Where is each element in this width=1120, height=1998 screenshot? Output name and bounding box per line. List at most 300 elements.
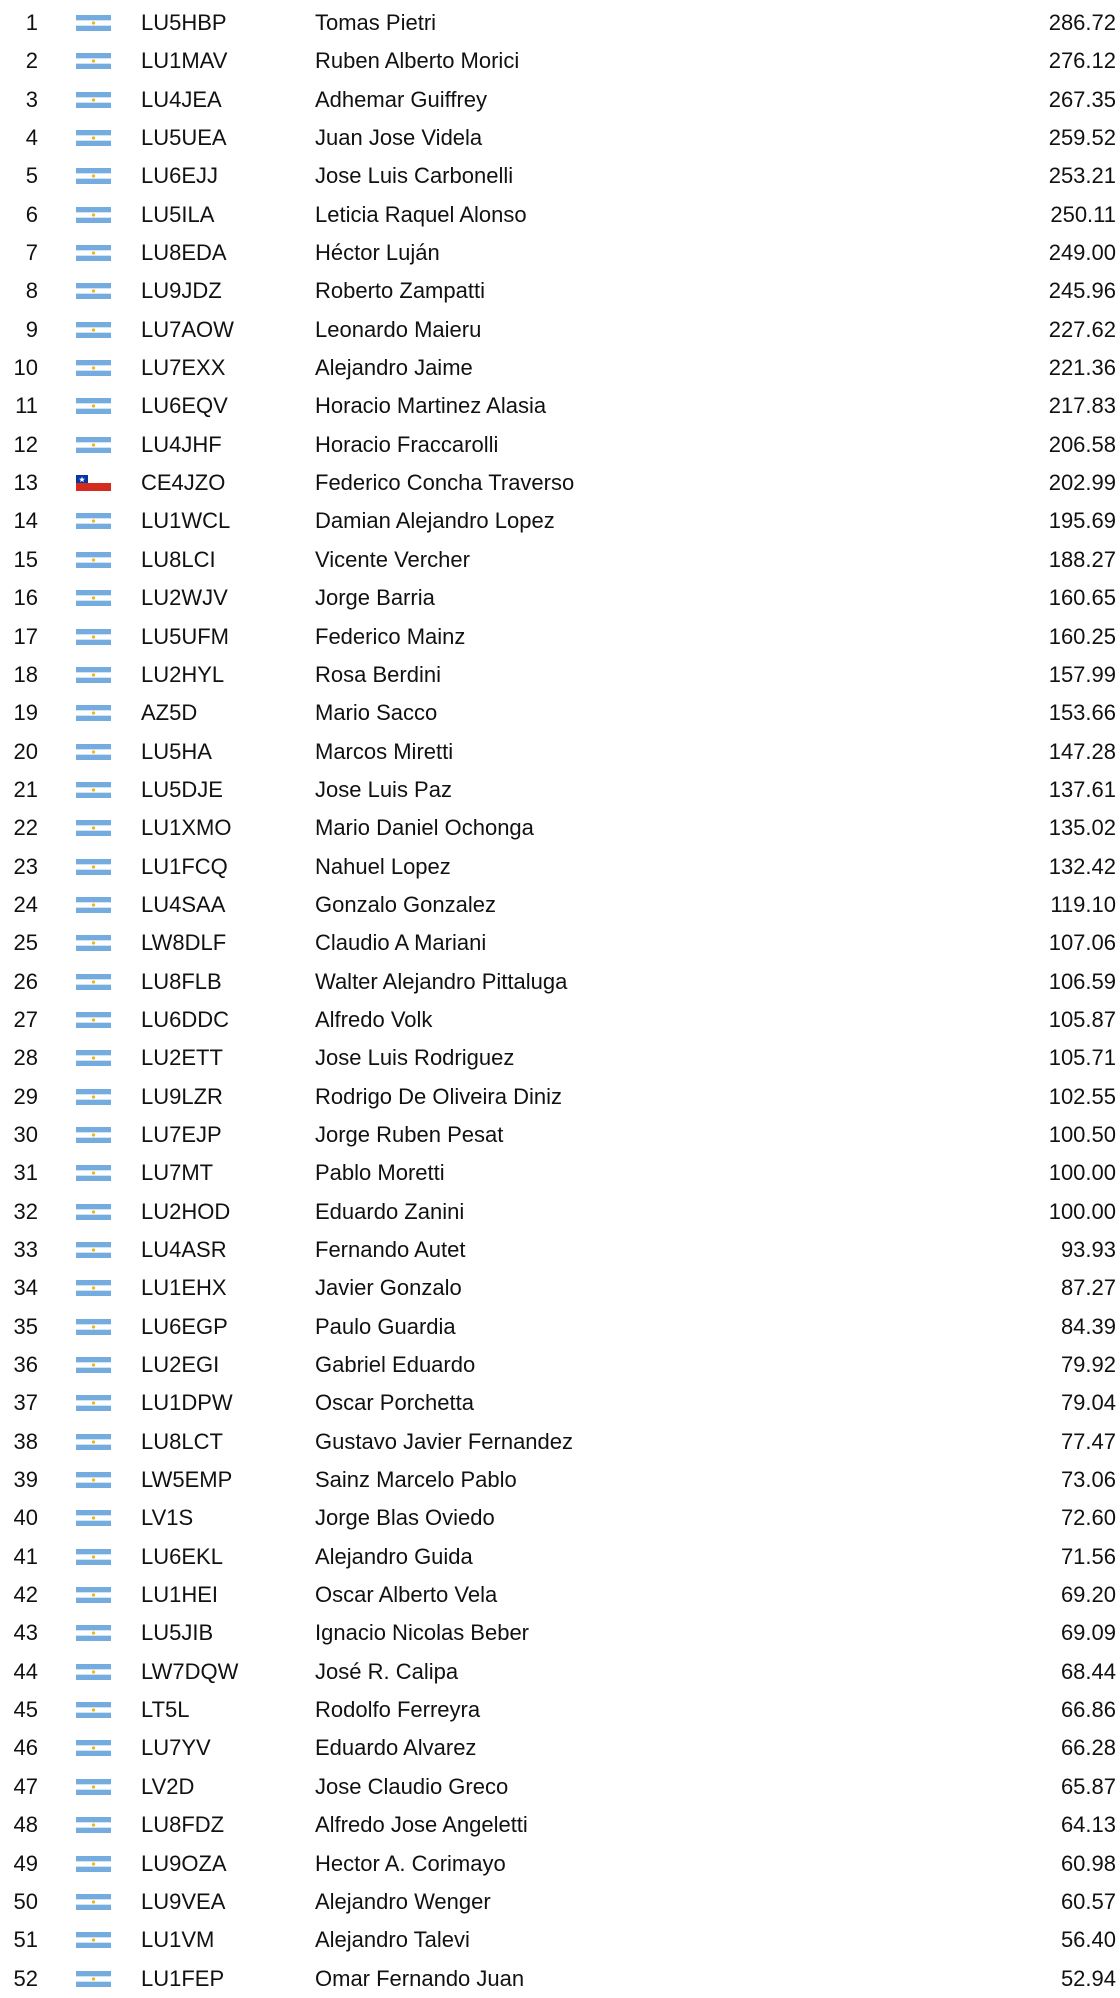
- table-row: [0, 196, 1120, 234]
- argentina-flag-icon: [76, 974, 111, 990]
- rank-cell: 41: [13, 1543, 38, 1569]
- rank-cell: 52: [13, 1965, 38, 1991]
- chile-flag-icon: [76, 475, 111, 491]
- rank-cell: 4: [25, 125, 38, 151]
- argentina-flag-icon: [76, 398, 111, 414]
- callsign-cell: LU2EGI: [141, 1352, 220, 1378]
- operator-name-cell: Damian Alejandro Lopez: [315, 508, 555, 534]
- score-cell: 132.42: [1048, 853, 1116, 879]
- score-cell: 64.13: [1060, 1812, 1116, 1838]
- callsign-cell: LU1FCQ: [141, 853, 228, 879]
- argentina-flag-icon: [76, 1012, 111, 1028]
- callsign-cell: LU1WCL: [141, 508, 231, 534]
- callsign-cell: LU1HEI: [141, 1582, 219, 1608]
- score-cell: 195.69: [1048, 508, 1116, 534]
- table-row: [0, 694, 1120, 732]
- score-cell: 267.35: [1048, 86, 1116, 112]
- argentina-flag-icon: [76, 437, 111, 453]
- score-cell: 105.87: [1048, 1006, 1116, 1032]
- rank-cell: 34: [13, 1275, 38, 1301]
- rank-cell: 51: [13, 1927, 38, 1953]
- callsign-cell: LU7AOW: [141, 316, 234, 342]
- operator-name-cell: Adhemar Guiffrey: [315, 86, 488, 112]
- callsign-cell: LU9LZR: [141, 1083, 223, 1109]
- table-row: [0, 426, 1120, 464]
- operator-name-cell: Jorge Blas Oviedo: [315, 1505, 495, 1531]
- score-cell: 100.50: [1048, 1121, 1116, 1147]
- callsign-cell: LU1VM: [141, 1927, 215, 1953]
- operator-name-cell: Marcos Miretti: [315, 738, 454, 764]
- rank-cell: 33: [13, 1237, 38, 1262]
- table-row: [0, 924, 1120, 962]
- table-row: [0, 1729, 1120, 1767]
- score-cell: 69.09: [1060, 1620, 1116, 1646]
- table-row: [0, 1845, 1120, 1883]
- callsign-cell: LU1XMO: [141, 815, 232, 841]
- rank-cell: 24: [13, 891, 38, 917]
- rank-cell: 39: [13, 1467, 38, 1493]
- score-cell: 276.12: [1048, 48, 1116, 74]
- callsign-cell: LV2D: [141, 1773, 195, 1799]
- rank-cell: 6: [25, 201, 38, 227]
- argentina-flag-icon: [76, 1932, 111, 1948]
- rank-cell: 32: [13, 1198, 38, 1224]
- argentina-flag-icon: [76, 1625, 111, 1641]
- table-row: [0, 1883, 1120, 1921]
- rank-cell: 49: [13, 1850, 38, 1876]
- score-cell: 68.44: [1060, 1658, 1116, 1684]
- callsign-cell: LU6DDC: [141, 1006, 230, 1032]
- score-cell: 71.56: [1060, 1543, 1116, 1569]
- table-row: [0, 1499, 1120, 1537]
- operator-name-cell: José R. Calipa: [315, 1658, 459, 1684]
- table-row: [0, 4, 1120, 42]
- score-cell: 77.47: [1060, 1428, 1116, 1454]
- score-cell: 249.00: [1048, 240, 1116, 266]
- score-cell: 79.92: [1060, 1352, 1116, 1378]
- callsign-cell: LU4ASR: [141, 1237, 227, 1262]
- callsign-cell: LU6EQV: [141, 393, 228, 419]
- rank-cell: 21: [13, 776, 38, 802]
- callsign-cell: LU5DJE: [141, 776, 223, 802]
- score-cell: 107.06: [1048, 930, 1116, 956]
- score-cell: 245.96: [1048, 278, 1116, 304]
- table-row: [0, 1116, 1120, 1154]
- rank-cell: 5: [25, 163, 38, 189]
- callsign-cell: LU7YV: [141, 1735, 211, 1761]
- table-row: [0, 733, 1120, 771]
- score-cell: 221.36: [1048, 355, 1116, 381]
- rank-cell: 44: [13, 1658, 38, 1684]
- argentina-flag-icon: [76, 1204, 111, 1220]
- score-cell: 160.65: [1048, 585, 1116, 611]
- operator-name-cell: Javier Gonzalo: [315, 1275, 462, 1301]
- score-cell: 93.93: [1060, 1237, 1116, 1262]
- argentina-flag-icon: [76, 130, 111, 146]
- argentina-flag-icon: [76, 782, 111, 798]
- rank-cell: 40: [13, 1505, 38, 1531]
- callsign-cell: LW8DLF: [141, 930, 227, 956]
- table-row: [0, 81, 1120, 119]
- argentina-flag-icon: [76, 360, 111, 376]
- operator-name-cell: Leticia Raquel Alonso: [315, 201, 527, 227]
- rank-cell: 26: [13, 968, 38, 994]
- rank-cell: 35: [13, 1313, 38, 1339]
- callsign-cell: LU8LCT: [141, 1428, 223, 1454]
- score-cell: 157.99: [1048, 661, 1116, 687]
- score-cell: 147.28: [1048, 738, 1116, 764]
- table-row: [0, 1001, 1120, 1039]
- rank-cell: 11: [15, 393, 38, 419]
- table-row: [0, 1768, 1120, 1806]
- operator-name-cell: Fernando Autet: [315, 1237, 466, 1262]
- table-row: [0, 809, 1120, 847]
- callsign-cell: LU7EJP: [141, 1121, 222, 1147]
- rank-cell: 31: [13, 1160, 38, 1186]
- operator-name-cell: Alejandro Guida: [315, 1543, 473, 1569]
- callsign-cell: LU7EXX: [141, 355, 226, 381]
- table-row: [0, 963, 1120, 1001]
- score-cell: 100.00: [1048, 1198, 1116, 1224]
- operator-name-cell: Jorge Barria: [315, 585, 435, 611]
- operator-name-cell: Paulo Guardia: [315, 1313, 456, 1339]
- callsign-cell: LU5UFM: [141, 623, 230, 649]
- callsign-cell: LU5ILA: [141, 201, 215, 227]
- operator-name-cell: Horacio Fraccarolli: [315, 431, 499, 457]
- callsign-cell: AZ5D: [141, 700, 198, 726]
- table-row: [0, 579, 1120, 617]
- callsign-cell: LV1S: [141, 1505, 194, 1531]
- operator-name-cell: Gonzalo Gonzalez: [315, 891, 496, 917]
- rank-cell: 1: [25, 10, 38, 35]
- callsign-cell: LU8EDA: [141, 240, 227, 266]
- callsign-cell: LU5UEA: [141, 125, 227, 151]
- argentina-flag-icon: [76, 820, 111, 836]
- operator-name-cell: Federico Concha Traverso: [315, 470, 575, 496]
- argentina-flag-icon: [76, 1395, 111, 1411]
- table-row: [0, 1806, 1120, 1844]
- operator-name-cell: Jose Luis Carbonelli: [315, 163, 514, 189]
- table-row: [0, 771, 1120, 809]
- operator-name-cell: Oscar Porchetta: [315, 1390, 474, 1416]
- operator-name-cell: Juan Jose Videla: [315, 125, 483, 151]
- table-row: [0, 1461, 1120, 1499]
- argentina-flag-icon: [76, 1050, 111, 1066]
- callsign-cell: LU9OZA: [141, 1850, 227, 1876]
- operator-name-cell: Vicente Vercher: [315, 546, 470, 572]
- table-row: [0, 656, 1120, 694]
- argentina-flag-icon: [76, 1357, 111, 1373]
- callsign-cell: LU8FLB: [141, 968, 222, 994]
- rank-cell: 8: [25, 278, 38, 304]
- table-row: [0, 42, 1120, 80]
- callsign-cell: LU2HOD: [141, 1198, 231, 1224]
- callsign-cell: LU9JDZ: [141, 278, 222, 304]
- table-row: [0, 1614, 1120, 1652]
- score-cell: 206.58: [1048, 431, 1116, 457]
- argentina-flag-icon: [76, 629, 111, 645]
- table-row: [0, 1653, 1120, 1691]
- rank-cell: 3: [25, 86, 38, 112]
- operator-name-cell: Oscar Alberto Vela: [315, 1582, 498, 1608]
- callsign-cell: LU1EHX: [141, 1275, 227, 1301]
- rank-cell: 15: [13, 546, 38, 572]
- callsign-cell: LU6EJJ: [141, 163, 219, 189]
- argentina-flag-icon: [76, 1779, 111, 1795]
- operator-name-cell: Federico Mainz: [315, 623, 466, 649]
- score-cell: 160.25: [1048, 623, 1116, 649]
- score-cell: 66.28: [1060, 1735, 1116, 1761]
- table-row: [0, 618, 1120, 656]
- operator-name-cell: Jorge Ruben Pesat: [315, 1121, 504, 1147]
- argentina-flag-icon: [76, 667, 111, 683]
- score-cell: 66.86: [1060, 1697, 1116, 1723]
- table-row: [0, 1960, 1120, 1998]
- callsign-cell: LU5HBP: [141, 10, 227, 35]
- table-row: [0, 1269, 1120, 1307]
- rank-cell: 36: [13, 1352, 38, 1378]
- argentina-flag-icon: [76, 1817, 111, 1833]
- rank-cell: 19: [13, 700, 38, 726]
- argentina-flag-icon: [76, 1664, 111, 1680]
- argentina-flag-icon: [76, 1740, 111, 1756]
- score-cell: 60.98: [1060, 1850, 1116, 1876]
- table-row: [0, 1384, 1120, 1422]
- operator-name-cell: Pablo Moretti: [315, 1160, 445, 1186]
- rank-cell: 43: [13, 1620, 38, 1646]
- argentina-flag-icon: [76, 859, 111, 875]
- argentina-flag-icon: [76, 207, 111, 223]
- callsign-cell: LU8LCI: [141, 546, 216, 572]
- argentina-flag-icon: [76, 1971, 111, 1987]
- operator-name-cell: Roberto Zampatti: [315, 278, 485, 304]
- rank-cell: 25: [13, 930, 38, 956]
- score-cell: 217.83: [1048, 393, 1116, 419]
- table-row: [0, 157, 1120, 195]
- table-row: [0, 349, 1120, 387]
- argentina-flag-icon: [76, 283, 111, 299]
- table-row: [0, 502, 1120, 540]
- table-row: [0, 541, 1120, 579]
- argentina-flag-icon: [76, 1894, 111, 1910]
- score-cell: 65.87: [1060, 1773, 1116, 1799]
- table-row: [0, 234, 1120, 272]
- callsign-cell: CE4JZO: [141, 470, 226, 496]
- callsign-cell: LU5JIB: [141, 1620, 214, 1646]
- rank-cell: 17: [13, 623, 38, 649]
- table-row: [0, 387, 1120, 425]
- argentina-flag-icon: [76, 1127, 111, 1143]
- score-cell: 60.57: [1060, 1888, 1116, 1914]
- callsign-cell: LU4SAA: [141, 891, 226, 917]
- rank-cell: 2: [25, 48, 38, 74]
- argentina-flag-icon: [76, 1856, 111, 1872]
- argentina-flag-icon: [76, 92, 111, 108]
- table-row: [0, 1308, 1120, 1346]
- callsign-cell: LU4JEA: [141, 86, 222, 112]
- rank-cell: 38: [13, 1428, 38, 1454]
- callsign-cell: LU6EKL: [141, 1543, 223, 1569]
- rank-cell: 50: [13, 1888, 38, 1914]
- argentina-flag-icon: [76, 245, 111, 261]
- rank-cell: 7: [25, 240, 38, 266]
- callsign-cell: LU1DPW: [141, 1390, 233, 1416]
- score-cell: 250.11: [1050, 201, 1116, 227]
- argentina-flag-icon: [76, 1510, 111, 1526]
- rank-cell: 48: [13, 1812, 38, 1838]
- argentina-flag-icon: [76, 552, 111, 568]
- callsign-cell: LU2ETT: [141, 1045, 223, 1071]
- argentina-flag-icon: [76, 322, 111, 338]
- score-cell: 100.00: [1048, 1160, 1116, 1186]
- table-row: [0, 311, 1120, 349]
- score-cell: 52.94: [1060, 1965, 1116, 1991]
- argentina-flag-icon: [76, 1165, 111, 1181]
- operator-name-cell: Jose Luis Paz: [315, 776, 452, 802]
- argentina-flag-icon: [76, 15, 111, 31]
- rank-cell: 13: [13, 470, 38, 496]
- table-row: [0, 1691, 1120, 1729]
- score-cell: 84.39: [1060, 1313, 1116, 1339]
- operator-name-cell: Gabriel Eduardo: [315, 1352, 476, 1378]
- rank-cell: 45: [13, 1697, 38, 1723]
- score-cell: 105.71: [1048, 1045, 1116, 1071]
- argentina-flag-icon: [76, 1587, 111, 1603]
- callsign-cell: LU2HYL: [141, 661, 225, 687]
- argentina-flag-icon: [76, 168, 111, 184]
- operator-name-cell: Eduardo Zanini: [315, 1198, 465, 1224]
- callsign-cell: LU7MT: [141, 1160, 214, 1186]
- argentina-flag-icon: [76, 1472, 111, 1488]
- table-row: [0, 1154, 1120, 1192]
- table-row: [0, 1039, 1120, 1077]
- argentina-flag-icon: [76, 744, 111, 760]
- argentina-flag-icon: [76, 1549, 111, 1565]
- rank-cell: 30: [13, 1121, 38, 1147]
- operator-name-cell: Leonardo Maieru: [315, 316, 482, 342]
- callsign-cell: LU1MAV: [141, 48, 228, 74]
- rank-cell: 18: [13, 661, 38, 687]
- operator-name-cell: Alfredo Volk: [315, 1006, 433, 1032]
- rank-cell: 14: [13, 508, 38, 534]
- argentina-flag-icon: [76, 897, 111, 913]
- callsign-cell: LU1FEP: [141, 1965, 225, 1991]
- operator-name-cell: Jose Luis Rodriguez: [315, 1045, 515, 1071]
- table-row: [0, 1078, 1120, 1116]
- argentina-flag-icon: [76, 53, 111, 69]
- operator-name-cell: Alejandro Wenger: [315, 1888, 491, 1914]
- argentina-flag-icon: [76, 513, 111, 529]
- score-cell: 73.06: [1060, 1467, 1116, 1493]
- argentina-flag-icon: [76, 1702, 111, 1718]
- operator-name-cell: Héctor Luján: [315, 240, 440, 266]
- callsign-cell: LT5L: [141, 1697, 190, 1723]
- operator-name-cell: Mario Daniel Ochonga: [315, 815, 534, 841]
- operator-name-cell: Rosa Berdini: [315, 661, 441, 687]
- table-row: [0, 848, 1120, 886]
- score-cell: 202.99: [1048, 470, 1116, 496]
- score-cell: 72.60: [1060, 1505, 1116, 1531]
- rank-cell: 29: [13, 1083, 38, 1109]
- argentina-flag-icon: [76, 1434, 111, 1450]
- callsign-cell: LU6EGP: [141, 1313, 228, 1339]
- score-cell: 137.61: [1048, 776, 1116, 802]
- argentina-flag-icon: [76, 590, 111, 606]
- table-row: [0, 1346, 1120, 1384]
- operator-name-cell: Omar Fernando Juan: [315, 1965, 525, 1991]
- operator-name-cell: Ruben Alberto Morici: [315, 48, 520, 74]
- operator-name-cell: Rodolfo Ferreyra: [315, 1697, 481, 1723]
- callsign-cell: LU8FDZ: [141, 1812, 225, 1838]
- rank-cell: 47: [13, 1773, 38, 1799]
- operator-name-cell: Alfredo Jose Angeletti: [315, 1812, 528, 1838]
- score-cell: 286.72: [1048, 10, 1116, 35]
- score-cell: 106.59: [1048, 968, 1116, 994]
- argentina-flag-icon: [76, 1280, 111, 1296]
- score-cell: 119.10: [1050, 891, 1116, 917]
- rank-cell: 27: [13, 1006, 38, 1032]
- operator-name-cell: Sainz Marcelo Pablo: [315, 1467, 517, 1493]
- table-row: [0, 1576, 1120, 1614]
- score-cell: 87.27: [1060, 1275, 1116, 1301]
- operator-name-cell: Gustavo Javier Fernandez: [315, 1428, 574, 1454]
- table-row: [0, 464, 1120, 502]
- score-cell: 56.40: [1060, 1927, 1116, 1953]
- rank-cell: 9: [25, 316, 38, 342]
- table-row: [0, 1231, 1120, 1269]
- operator-name-cell: Nahuel Lopez: [315, 853, 451, 879]
- table-row: [0, 1538, 1120, 1576]
- table-row: [0, 886, 1120, 924]
- score-cell: 253.21: [1048, 163, 1116, 189]
- rank-cell: 46: [13, 1735, 38, 1761]
- table-row: [0, 119, 1120, 157]
- rank-cell: 22: [13, 815, 38, 841]
- table-row: [0, 1921, 1120, 1959]
- score-cell: 153.66: [1048, 700, 1116, 726]
- score-cell: 135.02: [1048, 815, 1116, 841]
- rank-cell: 12: [13, 431, 38, 457]
- operator-name-cell: Alejandro Talevi: [315, 1927, 470, 1953]
- table-row: [0, 1423, 1120, 1461]
- rank-cell: 37: [13, 1390, 38, 1416]
- operator-name-cell: Alejandro Jaime: [315, 355, 473, 381]
- callsign-cell: LU9VEA: [141, 1888, 226, 1914]
- rank-cell: 42: [13, 1582, 38, 1608]
- rank-cell: 28: [13, 1045, 38, 1071]
- operator-name-cell: Jose Claudio Greco: [315, 1773, 509, 1799]
- score-cell: 102.55: [1048, 1083, 1116, 1109]
- operator-name-cell: Rodrigo De Oliveira Diniz: [315, 1083, 562, 1109]
- argentina-flag-icon: [76, 935, 111, 951]
- table-row: [0, 272, 1120, 310]
- operator-name-cell: Claudio A Mariani: [315, 930, 487, 956]
- callsign-cell: LW5EMP: [141, 1467, 233, 1493]
- argentina-flag-icon: [76, 1242, 111, 1258]
- rank-cell: 16: [13, 585, 38, 611]
- operator-name-cell: Mario Sacco: [315, 700, 438, 726]
- operator-name-cell: Horacio Martinez Alasia: [315, 393, 547, 419]
- callsign-cell: LU5HA: [141, 738, 212, 764]
- score-cell: 188.27: [1048, 546, 1116, 572]
- operator-name-cell: Hector A. Corimayo: [315, 1850, 506, 1876]
- ranking-list: [0, 4, 1120, 1998]
- score-cell: 79.04: [1060, 1390, 1116, 1416]
- score-cell: 259.52: [1048, 125, 1116, 151]
- rank-cell: 23: [13, 853, 38, 879]
- callsign-cell: LU2WJV: [141, 585, 228, 611]
- argentina-flag-icon: [76, 705, 111, 721]
